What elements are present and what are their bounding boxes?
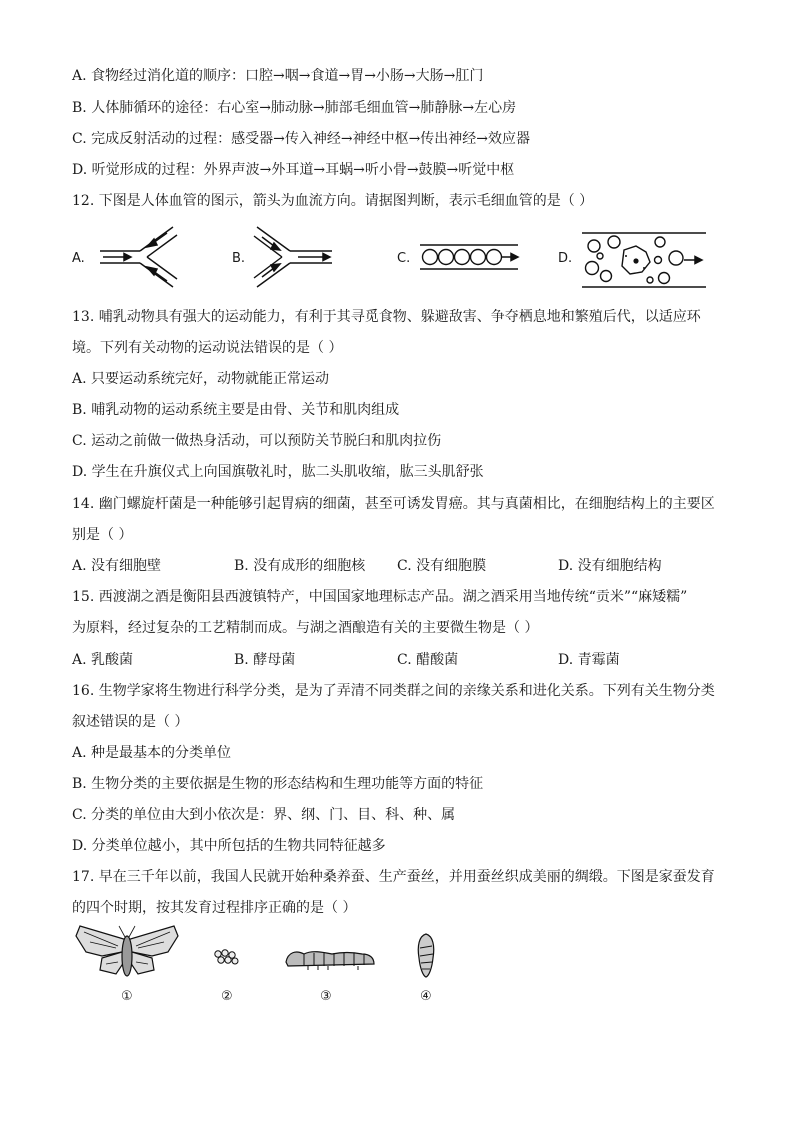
q12-figure-a-vein — [95, 222, 195, 292]
q13-option-b: B. 哺乳动物的运动系统主要是由骨、关节和肌肉组成 — [72, 402, 400, 418]
q14-option-c: C. 没有细胞膜 — [397, 558, 487, 574]
q13-option-a: A. 只要运动系统完好，动物就能正常运动 — [72, 371, 330, 387]
q16-option-a: A. 种是最基本的分类单位 — [72, 745, 232, 761]
q12-fig-b-label: B. — [232, 251, 246, 266]
q17-larva-figure — [282, 944, 378, 974]
q16-option-c: C. 分类的单位由大到小依次是：界、纲、门、目、科、种、属 — [72, 807, 456, 823]
q12-fig-d-label: D. — [558, 251, 573, 266]
q12-fig-a-label: A. — [72, 251, 85, 266]
q13-stem-line2: 境。下列有关动物的运动说法错误的是（ ） — [72, 340, 343, 356]
q15-option-d: D. 青霉菌 — [558, 652, 620, 668]
q13-option-c: C. 运动之前做一做热身活动，可以预防关节脱臼和肌肉拉伤 — [72, 433, 442, 449]
q12-stem: 12. 下图是人体血管的图示，箭头为血流方向。请据图判断，表示毛细血管的是（ ） — [72, 193, 594, 209]
q17-eggs-figure — [212, 948, 242, 968]
q15-stem-line2: 为原料，经过复杂的工艺精制而成。与湖之酒酿造有关的主要微生物是（ ） — [72, 620, 539, 636]
q17-label-3: ③ — [320, 989, 332, 1004]
q12-figure-d-vessel — [580, 228, 710, 292]
q12-figure-c-capillary — [418, 240, 528, 274]
q17-pupa-figure — [414, 930, 438, 980]
q13-stem-line1: 13. 哺乳动物具有强大的运动能力，有利于其寻觅食物、躲避敌害、争夺栖息地和繁殖后代，以适应环 — [72, 309, 701, 325]
q17-stem-line2: 的四个时期，按其发育过程排序正确的是（ ） — [72, 900, 357, 916]
q12-figure-b-artery — [252, 222, 352, 292]
q17-label-2: ② — [221, 989, 233, 1004]
q16-stem-line2: 叙述错误的是（ ） — [72, 714, 189, 730]
q17-label-4: ④ — [420, 989, 432, 1004]
q16-option-d: D. 分类单位越小，其中所包括的生物共同特征越多 — [72, 838, 386, 854]
q15-stem-line1: 15. 西渡湖之酒是衡阳县西渡镇特产，中国国家地理标志产品。湖之酒采用当地传统“贡米”“麻矮糯” — [72, 589, 688, 605]
q14-option-b: B. 没有成形的细胞核 — [234, 558, 366, 574]
q17-label-1: ① — [121, 989, 133, 1004]
q15-option-c: C. 醋酸菌 — [397, 652, 459, 668]
q16-option-b: B. 生物分类的主要依据是生物的形态结构和生理功能等方面的特征 — [72, 776, 484, 792]
q17-moth-figure — [72, 922, 182, 984]
q12-fig-c-label: C. — [397, 251, 411, 266]
q17-stem-line1: 17. 早在三千年以前，我国人民就开始种桑养蚕、生产蚕丝，并用蚕丝织成美丽的绸缎。下图是家蚕发育 — [72, 869, 715, 885]
q13-option-d: D. 学生在升旗仪式上向国旗敬礼时，肱二头肌收缩，肱三头肌舒张 — [72, 464, 484, 480]
q11-option-a: A. 食物经过消化道的顺序：口腔→咽→食道→胃→小肠→大肠→肛门 — [72, 68, 484, 84]
q15-option-a: A. 乳酸菌 — [72, 652, 134, 668]
q16-stem-line1: 16. 生物学家将生物进行科学分类，是为了弄清不同类群之间的亲缘关系和进化关系。下列有关生物分类 — [72, 683, 715, 699]
q14-option-d: D. 没有细胞结构 — [558, 558, 662, 574]
q15-option-b: B. 酵母菌 — [234, 652, 296, 668]
q14-stem-line2: 别是（ ） — [72, 527, 133, 543]
q11-option-c: C. 完成反射活动的过程：感受器→传入神经→神经中枢→传出神经→效应器 — [72, 131, 531, 147]
q11-option-b: B. 人体肺循环的途径：右心室→肺动脉→肺部毛细血管→肺静脉→左心房 — [72, 100, 517, 116]
q11-option-d: D. 听觉形成的过程：外界声波→外耳道→耳蜗→听小骨→鼓膜→听觉中枢 — [72, 162, 515, 178]
q14-option-a: A. 没有细胞壁 — [72, 558, 162, 574]
q14-stem-line1: 14. 幽门螺旋杆菌是一种能够引起胃病的细菌，甚至可诱发胃癌。其与真菌相比，在细胞结构上的主要区 — [72, 496, 715, 512]
